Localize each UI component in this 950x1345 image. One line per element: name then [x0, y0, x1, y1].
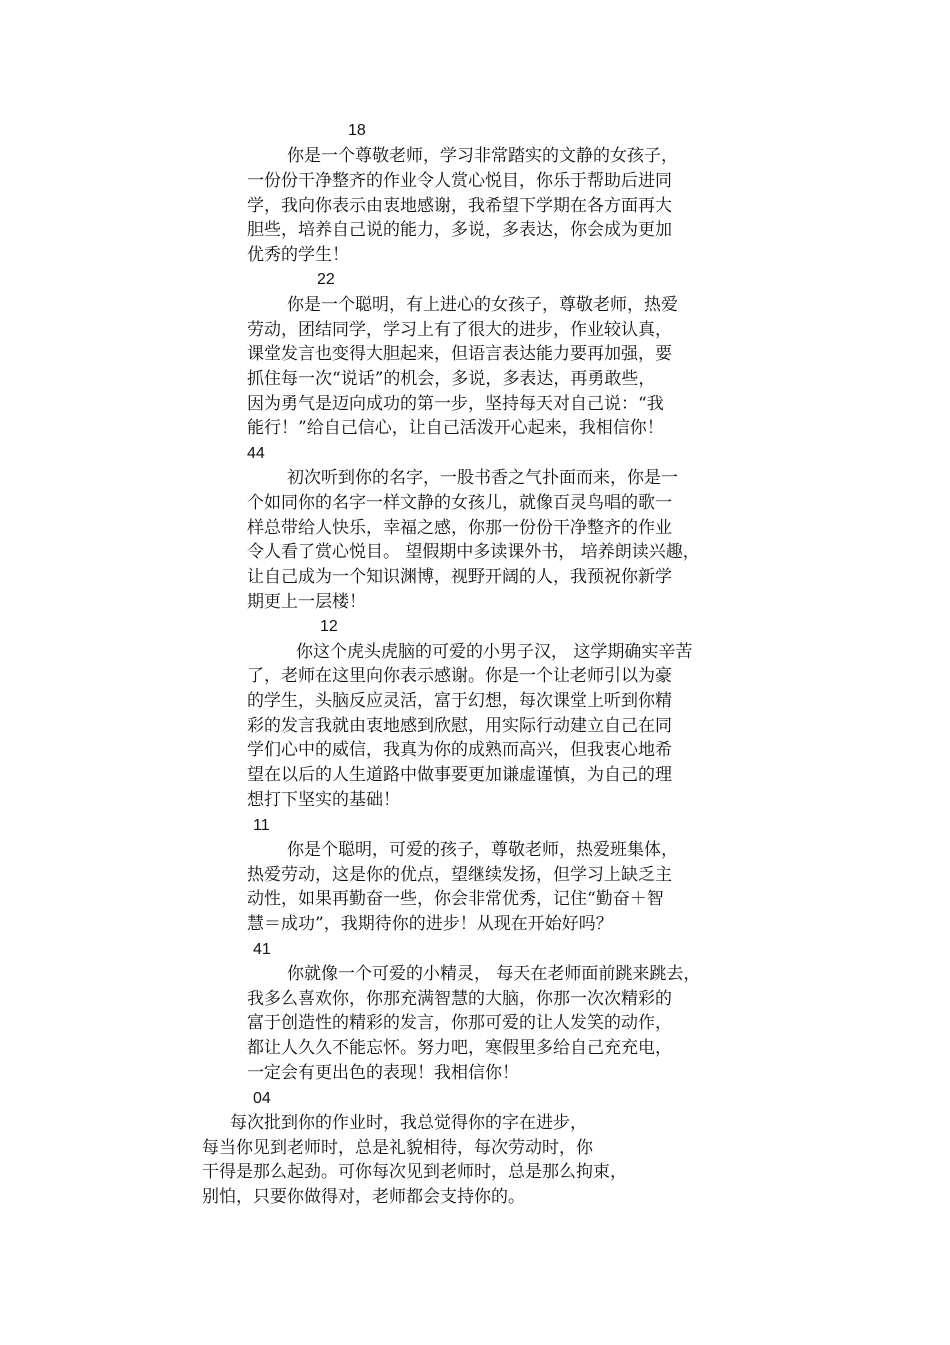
- entry-line: 期更上一层楼！: [247, 592, 366, 612]
- entry-line: 你是一个聪明，有上进心的女孩子，尊敬老师，热爱: [287, 295, 678, 315]
- entry-line: 让自己成为一个知识渊博，视野开阔的人，我预祝你新学: [247, 567, 672, 587]
- entry-line: 样总带给人快乐，幸福之感，你那一份份干净整齐的作业: [247, 518, 672, 538]
- entry-number: 18: [348, 122, 366, 139]
- entry-line: 每当你见到老师时，总是礼貌相待，每次劳动时，你: [202, 1138, 593, 1158]
- entry-line: 一定会有更出色的表现！我相信你！: [247, 1063, 519, 1083]
- entry-line: 你是一个尊敬老师，学习非常踏实的文静的女孩子，: [287, 146, 678, 166]
- entry-line: 抓住每一次“说话”的机会，多说，多表达，再勇敢些，: [247, 369, 656, 389]
- entry-line: 你这个虎头虎脑的可爱的小男子汉， 这学期确实辛苦: [296, 642, 693, 662]
- entry-line: 优秀的学生！: [247, 245, 349, 265]
- entry-line: 因为勇气是迈向成功的第一步，坚持每天对自己说：“我: [247, 394, 664, 414]
- entry-line: 能行！”给自己信心，让自己活泼开心起来，我相信你！: [247, 418, 664, 438]
- entry-line: 热爱劳动，这是你的优点，望继续发扬，但学习上缺乏主: [247, 865, 672, 885]
- entry-line: 你是个聪明，可爱的孩子，尊敬老师，热爱班集体，: [287, 840, 678, 860]
- entry-line: 慧＝成功”，我期待你的进步！从现在开始好吗？: [247, 914, 613, 934]
- entry-line: 我多么喜欢你，你那充满智慧的大脑，你那一次次精彩的: [247, 989, 672, 1009]
- entry-line: 个如同你的名字一样文静的女孩儿，就像百灵鸟唱的歌一: [247, 493, 672, 513]
- entry-line: 想打下坚实的基础！: [247, 790, 400, 810]
- entry-line: 你就像一个可爱的小精灵， 每天在老师面前跳来跳去，: [287, 964, 701, 984]
- entry-number: 44: [247, 445, 265, 462]
- entry-number: 11: [253, 817, 270, 834]
- entry-line: 劳动，团结同学，学习上有了很大的进步，作业较认真，: [247, 320, 672, 340]
- entry-line: 学们心中的威信，我真为你的成熟而高兴，但我衷心地希: [247, 740, 672, 760]
- entry-line: 彩的发言我就由衷地感到欣慰，用实际行动建立自己在同: [247, 716, 672, 736]
- entry-line: 了，老师在这里向你表示感谢。你是一个让老师引以为豪: [247, 666, 672, 686]
- entry-line: 别怕，只要你做得对，老师都会支持你的。: [202, 1187, 525, 1207]
- entry-number: 12: [320, 618, 338, 635]
- entry-line: 胆些，培养自己说的能力，多说，多表达，你会成为更加: [247, 220, 672, 240]
- entry-line: 动性，如果再勤奋一些，你会非常优秀，记住“勤奋＋智: [247, 889, 664, 909]
- entry-line: 的学生，头脑反应灵活，富于幻想，每次课堂上听到你精: [247, 691, 672, 711]
- entry-line: 初次听到你的名字，一股书香之气扑面而来，你是一: [287, 468, 678, 488]
- entry-line: 课堂发言也变得大胆起来，但语言表达能力要再加强，要: [247, 344, 672, 364]
- entry-number: 22: [317, 271, 335, 288]
- entry-line: 干得是那么起劲。可你每次见到老师时，总是那么拘束，: [202, 1162, 627, 1182]
- entry-number: 04: [253, 1090, 271, 1107]
- entry-line: 一份份干净整齐的作业令人赏心悦目，你乐于帮助后进同: [247, 171, 672, 191]
- entry-line: 令人看了赏心悦目。 望假期中多读课外书， 培养朗读兴趣，: [247, 542, 700, 562]
- entry-line: 都让人久久不能忘怀。努力吧，寒假里多给自己充充电，: [247, 1038, 672, 1058]
- entry-line: 学，我向你表示由衷地感谢，我希望下学期在各方面再大: [247, 196, 672, 216]
- entry-number: 41: [253, 941, 271, 958]
- entry-line: 富于创造性的精彩的发言，你那可爱的让人发笑的动作，: [247, 1013, 672, 1033]
- entry-line: 望在以后的人生道路中做事要更加谦虚谨慎，为自己的理: [247, 765, 672, 785]
- entry-line: 每次批到你的作业时，我总觉得你的字在进步，: [230, 1113, 587, 1133]
